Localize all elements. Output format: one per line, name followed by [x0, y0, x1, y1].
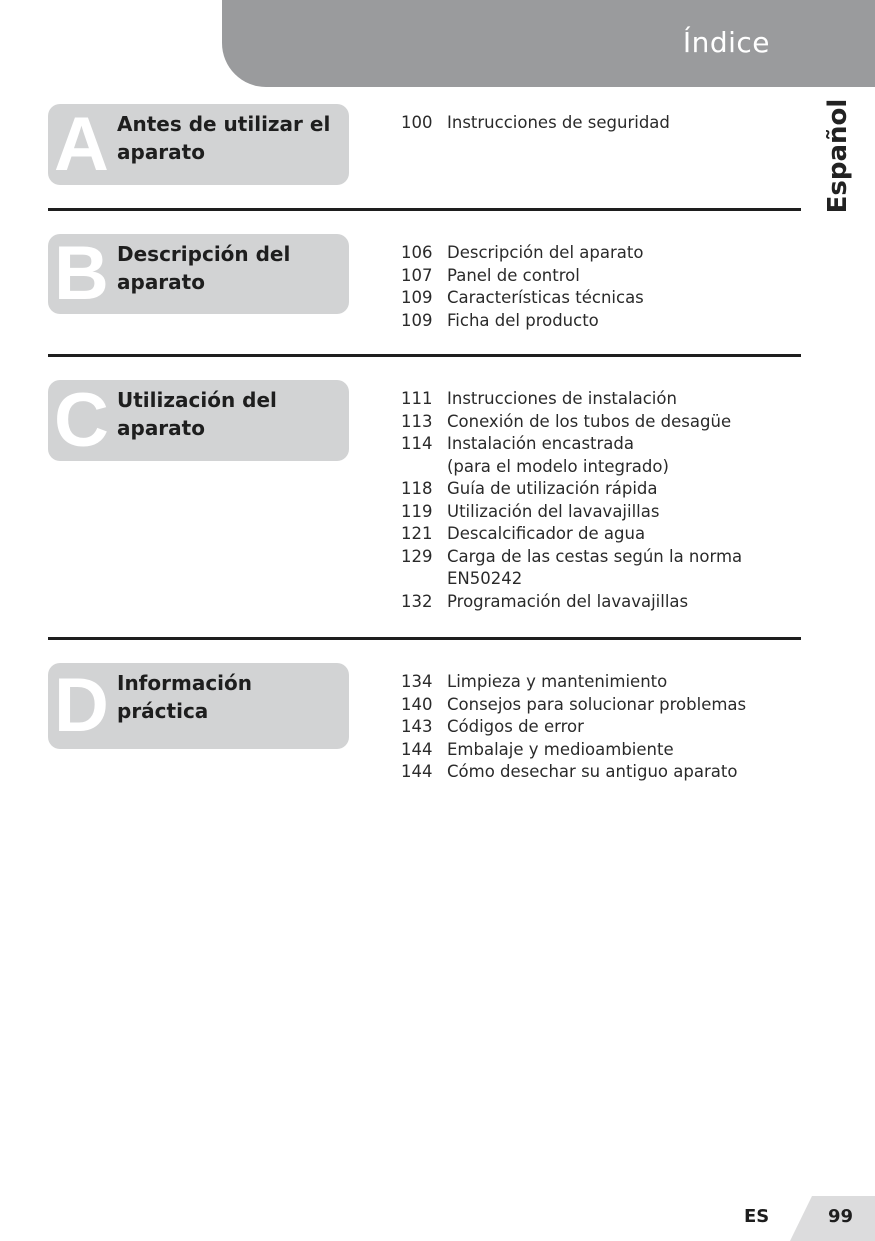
toc-entry[interactable]	[401, 265, 801, 288]
toc-page-number: 121	[401, 524, 433, 543]
toc-entry[interactable]	[401, 433, 801, 456]
toc-entry-title: Limpieza y mantenimiento	[447, 672, 668, 691]
header-bar	[222, 0, 875, 87]
toc-page-number	[401, 568, 447, 591]
section-header-box	[48, 101, 349, 187]
toc-list	[401, 388, 801, 613]
toc-entry[interactable]	[401, 310, 801, 333]
toc-entry-title: EN50242	[447, 569, 523, 588]
section-divider	[48, 208, 801, 211]
toc-entry[interactable]	[401, 546, 801, 569]
toc-entry-title: Descripción del aparato	[447, 243, 644, 262]
toc-entry-continuation	[401, 456, 801, 479]
toc-page-number: 140	[401, 694, 433, 714]
toc-entry-title: Carga de las cestas según la norma	[447, 546, 743, 566]
toc-page-number: 119	[401, 501, 433, 521]
toc-entry-title: Consejos para solucionar problemas	[447, 694, 747, 714]
toc-entry[interactable]	[401, 501, 801, 524]
toc-entry-title: Programación del lavavajillas	[447, 591, 689, 611]
toc-entry[interactable]	[401, 287, 801, 310]
section-header-box	[48, 377, 349, 463]
toc-entry-title: Instrucciones de seguridad	[447, 113, 670, 132]
section-divider	[48, 637, 801, 640]
toc-entry-title: Descalcificador de agua	[447, 524, 646, 543]
toc-page-number: 109	[401, 310, 433, 330]
toc-page-number: 111	[401, 389, 433, 408]
toc-page-number: 143	[401, 717, 433, 736]
footer-page-number: 99	[828, 1206, 854, 1227]
section-title: Información práctica	[117, 671, 253, 723]
toc-entry[interactable]	[401, 694, 801, 717]
toc-page-number: 132	[401, 591, 433, 611]
section-header-box	[48, 231, 349, 316]
toc-page-number	[401, 456, 447, 479]
toc-entry[interactable]	[401, 411, 801, 434]
toc-page-number: 144	[401, 739, 433, 759]
toc-page-number: 129	[401, 546, 433, 566]
toc-entry-title: Utilización del lavavajillas	[447, 501, 660, 521]
toc-entry[interactable]	[401, 112, 801, 135]
toc-entry[interactable]	[401, 478, 801, 501]
toc-entry[interactable]	[401, 739, 801, 762]
toc-list	[401, 671, 801, 784]
toc-entry[interactable]	[401, 591, 801, 614]
toc-entry-title: Cómo desechar su antiguo aparato	[447, 762, 738, 781]
toc-page-number: 144	[401, 762, 433, 781]
toc-list	[401, 112, 801, 135]
toc-page-number: 114	[401, 434, 433, 453]
toc-page-number: 134	[401, 672, 433, 691]
toc-entry-title: Ficha del producto	[447, 310, 599, 330]
page-title: Índice	[682, 26, 770, 59]
toc-entry-title: Guía de utilización rápida	[447, 479, 658, 498]
toc-entry[interactable]	[401, 523, 801, 546]
toc-entry-title: Instalación encastrada	[447, 434, 634, 453]
toc-page-number: 100	[401, 113, 433, 132]
section-divider	[48, 354, 801, 357]
language-side-label: Español	[823, 98, 853, 214]
section-header-box	[48, 663, 349, 749]
toc-entry-title: Conexión de los tubos de desagüe	[447, 411, 732, 431]
toc-page-number: 118	[401, 479, 433, 498]
toc-entry[interactable]	[401, 716, 801, 739]
section-letter: C	[54, 377, 109, 463]
toc-entry[interactable]	[401, 671, 801, 694]
toc-entry[interactable]	[401, 242, 801, 265]
toc-entry-title: Panel de control	[447, 265, 580, 285]
toc-page-number: 106	[401, 243, 433, 262]
toc-list	[401, 242, 801, 332]
toc-page-number: 109	[401, 288, 433, 307]
toc-entry-title: (para el modelo integrado)	[447, 456, 669, 476]
section-letter: B	[54, 231, 109, 316]
toc-entry-title: Instrucciones de instalación	[447, 389, 677, 408]
section-letter: D	[54, 663, 109, 748]
section-title: Utilización del aparato	[117, 388, 277, 440]
toc-entry[interactable]	[401, 761, 801, 784]
toc-entry-continuation	[401, 568, 801, 591]
toc-page-number: 107	[401, 265, 433, 285]
section-title: Antes de utilizar el aparato	[117, 112, 331, 164]
toc-entry[interactable]	[401, 388, 801, 411]
toc-entry-title: Códigos de error	[447, 717, 584, 736]
toc-page-number: 113	[401, 411, 433, 431]
section-letter: A	[54, 101, 109, 187]
toc-entry-title: Características técnicas	[447, 288, 644, 307]
toc-entry-title: Embalaje y medioambiente	[447, 739, 674, 759]
section-title: Descripción del aparato	[117, 242, 291, 294]
footer-language-code: ES	[744, 1206, 770, 1227]
